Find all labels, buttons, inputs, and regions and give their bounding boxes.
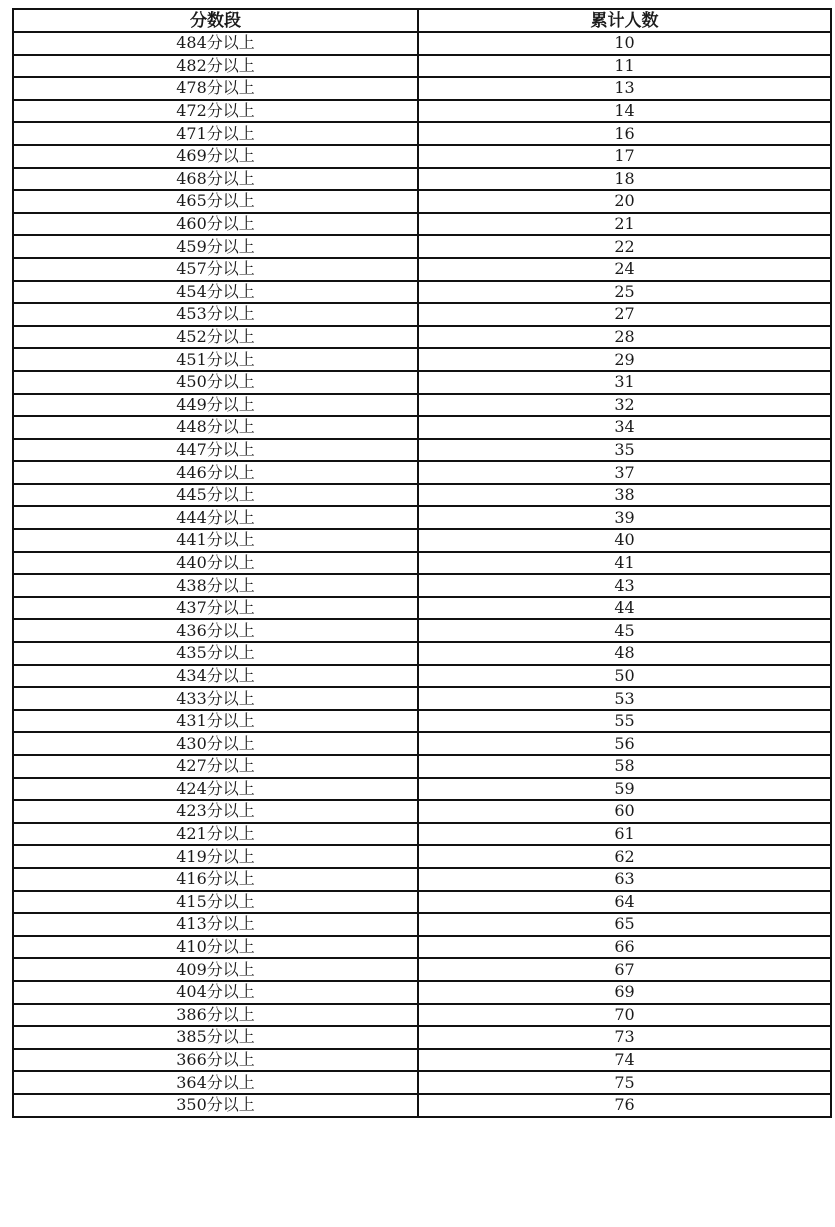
- score-range-cell: 434分以上: [13, 665, 418, 688]
- table-row: [13, 190, 831, 213]
- cumulative-count-cell: 17: [418, 145, 831, 168]
- header-cumulative-count: 累计人数: [418, 9, 831, 32]
- table-row: [13, 642, 831, 665]
- table-row: [13, 552, 831, 575]
- table-row: [13, 1049, 831, 1072]
- score-range-cell: 447分以上: [13, 439, 418, 462]
- table-row: [13, 258, 831, 281]
- score-range-cell: 423分以上: [13, 800, 418, 823]
- table-row: [13, 32, 831, 55]
- cumulative-count-cell: 31: [418, 371, 831, 394]
- cumulative-count-cell: 70: [418, 1004, 831, 1027]
- table-row: [13, 55, 831, 78]
- cumulative-count-cell: 58: [418, 755, 831, 778]
- table-row: [13, 145, 831, 168]
- score-range-cell: 472分以上: [13, 100, 418, 123]
- cumulative-count-cell: 64: [418, 891, 831, 914]
- table-row: [13, 281, 831, 304]
- score-range-cell: 445分以上: [13, 484, 418, 507]
- table-row: [13, 845, 831, 868]
- cumulative-count-cell: 34: [418, 416, 831, 439]
- cumulative-count-cell: 65: [418, 913, 831, 936]
- score-range-cell: 459分以上: [13, 235, 418, 258]
- score-range-cell: 409分以上: [13, 958, 418, 981]
- cumulative-count-cell: 22: [418, 235, 831, 258]
- table-row: [13, 416, 831, 439]
- cumulative-count-cell: 13: [418, 77, 831, 100]
- cumulative-count-cell: 37: [418, 461, 831, 484]
- cumulative-count-cell: 43: [418, 574, 831, 597]
- cumulative-count-cell: 69: [418, 981, 831, 1004]
- table-row: [13, 710, 831, 733]
- header-score-range: 分数段: [13, 9, 418, 32]
- table-row: [13, 100, 831, 123]
- table-row: [13, 506, 831, 529]
- table-row: [13, 891, 831, 914]
- cumulative-count-cell: 11: [418, 55, 831, 78]
- score-range-cell: 446分以上: [13, 461, 418, 484]
- cumulative-count-cell: 67: [418, 958, 831, 981]
- table-row: [13, 755, 831, 778]
- cumulative-count-cell: 76: [418, 1094, 831, 1117]
- score-range-cell: 413分以上: [13, 913, 418, 936]
- table-row: [13, 348, 831, 371]
- table-row: [13, 77, 831, 100]
- score-range-cell: 448分以上: [13, 416, 418, 439]
- score-range-cell: 416分以上: [13, 868, 418, 891]
- cumulative-count-cell: 63: [418, 868, 831, 891]
- cumulative-count-cell: 60: [418, 800, 831, 823]
- cumulative-count-cell: 66: [418, 936, 831, 959]
- score-range-cell: 386分以上: [13, 1004, 418, 1027]
- table-row: [13, 461, 831, 484]
- score-range-cell: 436分以上: [13, 619, 418, 642]
- score-range-cell: 421分以上: [13, 823, 418, 846]
- cumulative-count-cell: 20: [418, 190, 831, 213]
- score-range-cell: 430分以上: [13, 732, 418, 755]
- cumulative-count-cell: 32: [418, 394, 831, 417]
- table-row: [13, 1094, 831, 1117]
- score-range-cell: 435分以上: [13, 642, 418, 665]
- score-range-cell: 441分以上: [13, 529, 418, 552]
- score-range-cell: 453分以上: [13, 303, 418, 326]
- table-row: [13, 981, 831, 1004]
- table-header: [13, 9, 831, 32]
- cumulative-count-cell: 56: [418, 732, 831, 755]
- table-row: [13, 958, 831, 981]
- score-range-cell: 468分以上: [13, 168, 418, 191]
- table-body: [13, 32, 831, 1117]
- score-table: [12, 8, 832, 1118]
- cumulative-count-cell: 61: [418, 823, 831, 846]
- score-range-cell: 450分以上: [13, 371, 418, 394]
- table-row: [13, 868, 831, 891]
- score-range-cell: 460分以上: [13, 213, 418, 236]
- score-range-cell: 451分以上: [13, 348, 418, 371]
- cumulative-count-cell: 50: [418, 665, 831, 688]
- cumulative-count-cell: 10: [418, 32, 831, 55]
- table-row: [13, 619, 831, 642]
- table-row: [13, 1004, 831, 1027]
- cumulative-count-cell: 48: [418, 642, 831, 665]
- score-range-cell: 431分以上: [13, 710, 418, 733]
- score-range-cell: 452分以上: [13, 326, 418, 349]
- cumulative-count-cell: 28: [418, 326, 831, 349]
- table-row: [13, 235, 831, 258]
- score-range-cell: 440分以上: [13, 552, 418, 575]
- score-range-cell: 469分以上: [13, 145, 418, 168]
- score-range-cell: 419分以上: [13, 845, 418, 868]
- cumulative-count-cell: 16: [418, 122, 831, 145]
- cumulative-count-cell: 29: [418, 348, 831, 371]
- score-range-cell: 457分以上: [13, 258, 418, 281]
- cumulative-count-cell: 38: [418, 484, 831, 507]
- cumulative-count-cell: 39: [418, 506, 831, 529]
- table-row: [13, 371, 831, 394]
- table-row: [13, 529, 831, 552]
- header-row: [13, 9, 831, 32]
- score-range-cell: 385分以上: [13, 1026, 418, 1049]
- cumulative-count-cell: 75: [418, 1071, 831, 1094]
- score-range-cell: 364分以上: [13, 1071, 418, 1094]
- table-row: [13, 687, 831, 710]
- cumulative-count-cell: 21: [418, 213, 831, 236]
- table-row: [13, 936, 831, 959]
- table-row: [13, 913, 831, 936]
- table-row: [13, 665, 831, 688]
- cumulative-count-cell: 27: [418, 303, 831, 326]
- score-range-cell: 465分以上: [13, 190, 418, 213]
- cumulative-count-cell: 73: [418, 1026, 831, 1049]
- cumulative-count-cell: 62: [418, 845, 831, 868]
- score-range-cell: 438分以上: [13, 574, 418, 597]
- score-range-cell: 478分以上: [13, 77, 418, 100]
- cumulative-count-cell: 14: [418, 100, 831, 123]
- cumulative-count-cell: 55: [418, 710, 831, 733]
- cumulative-count-cell: 25: [418, 281, 831, 304]
- table-row: [13, 778, 831, 801]
- score-range-cell: 444分以上: [13, 506, 418, 529]
- table-row: [13, 597, 831, 620]
- score-range-cell: 471分以上: [13, 122, 418, 145]
- score-range-cell: 366分以上: [13, 1049, 418, 1072]
- table-row: [13, 800, 831, 823]
- score-range-cell: 454分以上: [13, 281, 418, 304]
- score-range-cell: 410分以上: [13, 936, 418, 959]
- score-range-cell: 449分以上: [13, 394, 418, 417]
- score-range-cell: 350分以上: [13, 1094, 418, 1117]
- cumulative-count-cell: 35: [418, 439, 831, 462]
- table-row: [13, 303, 831, 326]
- score-range-cell: 415分以上: [13, 891, 418, 914]
- score-range-cell: 424分以上: [13, 778, 418, 801]
- table-row: [13, 732, 831, 755]
- table-row: [13, 168, 831, 191]
- score-range-cell: 433分以上: [13, 687, 418, 710]
- score-range-cell: 437分以上: [13, 597, 418, 620]
- cumulative-count-cell: 24: [418, 258, 831, 281]
- cumulative-count-cell: 59: [418, 778, 831, 801]
- cumulative-count-cell: 53: [418, 687, 831, 710]
- table-row: [13, 122, 831, 145]
- table-row: [13, 823, 831, 846]
- table-row: [13, 574, 831, 597]
- score-range-cell: 482分以上: [13, 55, 418, 78]
- table-row: [13, 484, 831, 507]
- cumulative-count-cell: 44: [418, 597, 831, 620]
- score-range-cell: 484分以上: [13, 32, 418, 55]
- table-row: [13, 1026, 831, 1049]
- score-range-cell: 404分以上: [13, 981, 418, 1004]
- table-row: [13, 326, 831, 349]
- cumulative-count-cell: 40: [418, 529, 831, 552]
- cumulative-count-cell: 41: [418, 552, 831, 575]
- table-row: [13, 439, 831, 462]
- table-row: [13, 394, 831, 417]
- cumulative-count-cell: 18: [418, 168, 831, 191]
- score-range-cell: 427分以上: [13, 755, 418, 778]
- table-row: [13, 213, 831, 236]
- table-row: [13, 1071, 831, 1094]
- cumulative-count-cell: 45: [418, 619, 831, 642]
- cumulative-count-cell: 74: [418, 1049, 831, 1072]
